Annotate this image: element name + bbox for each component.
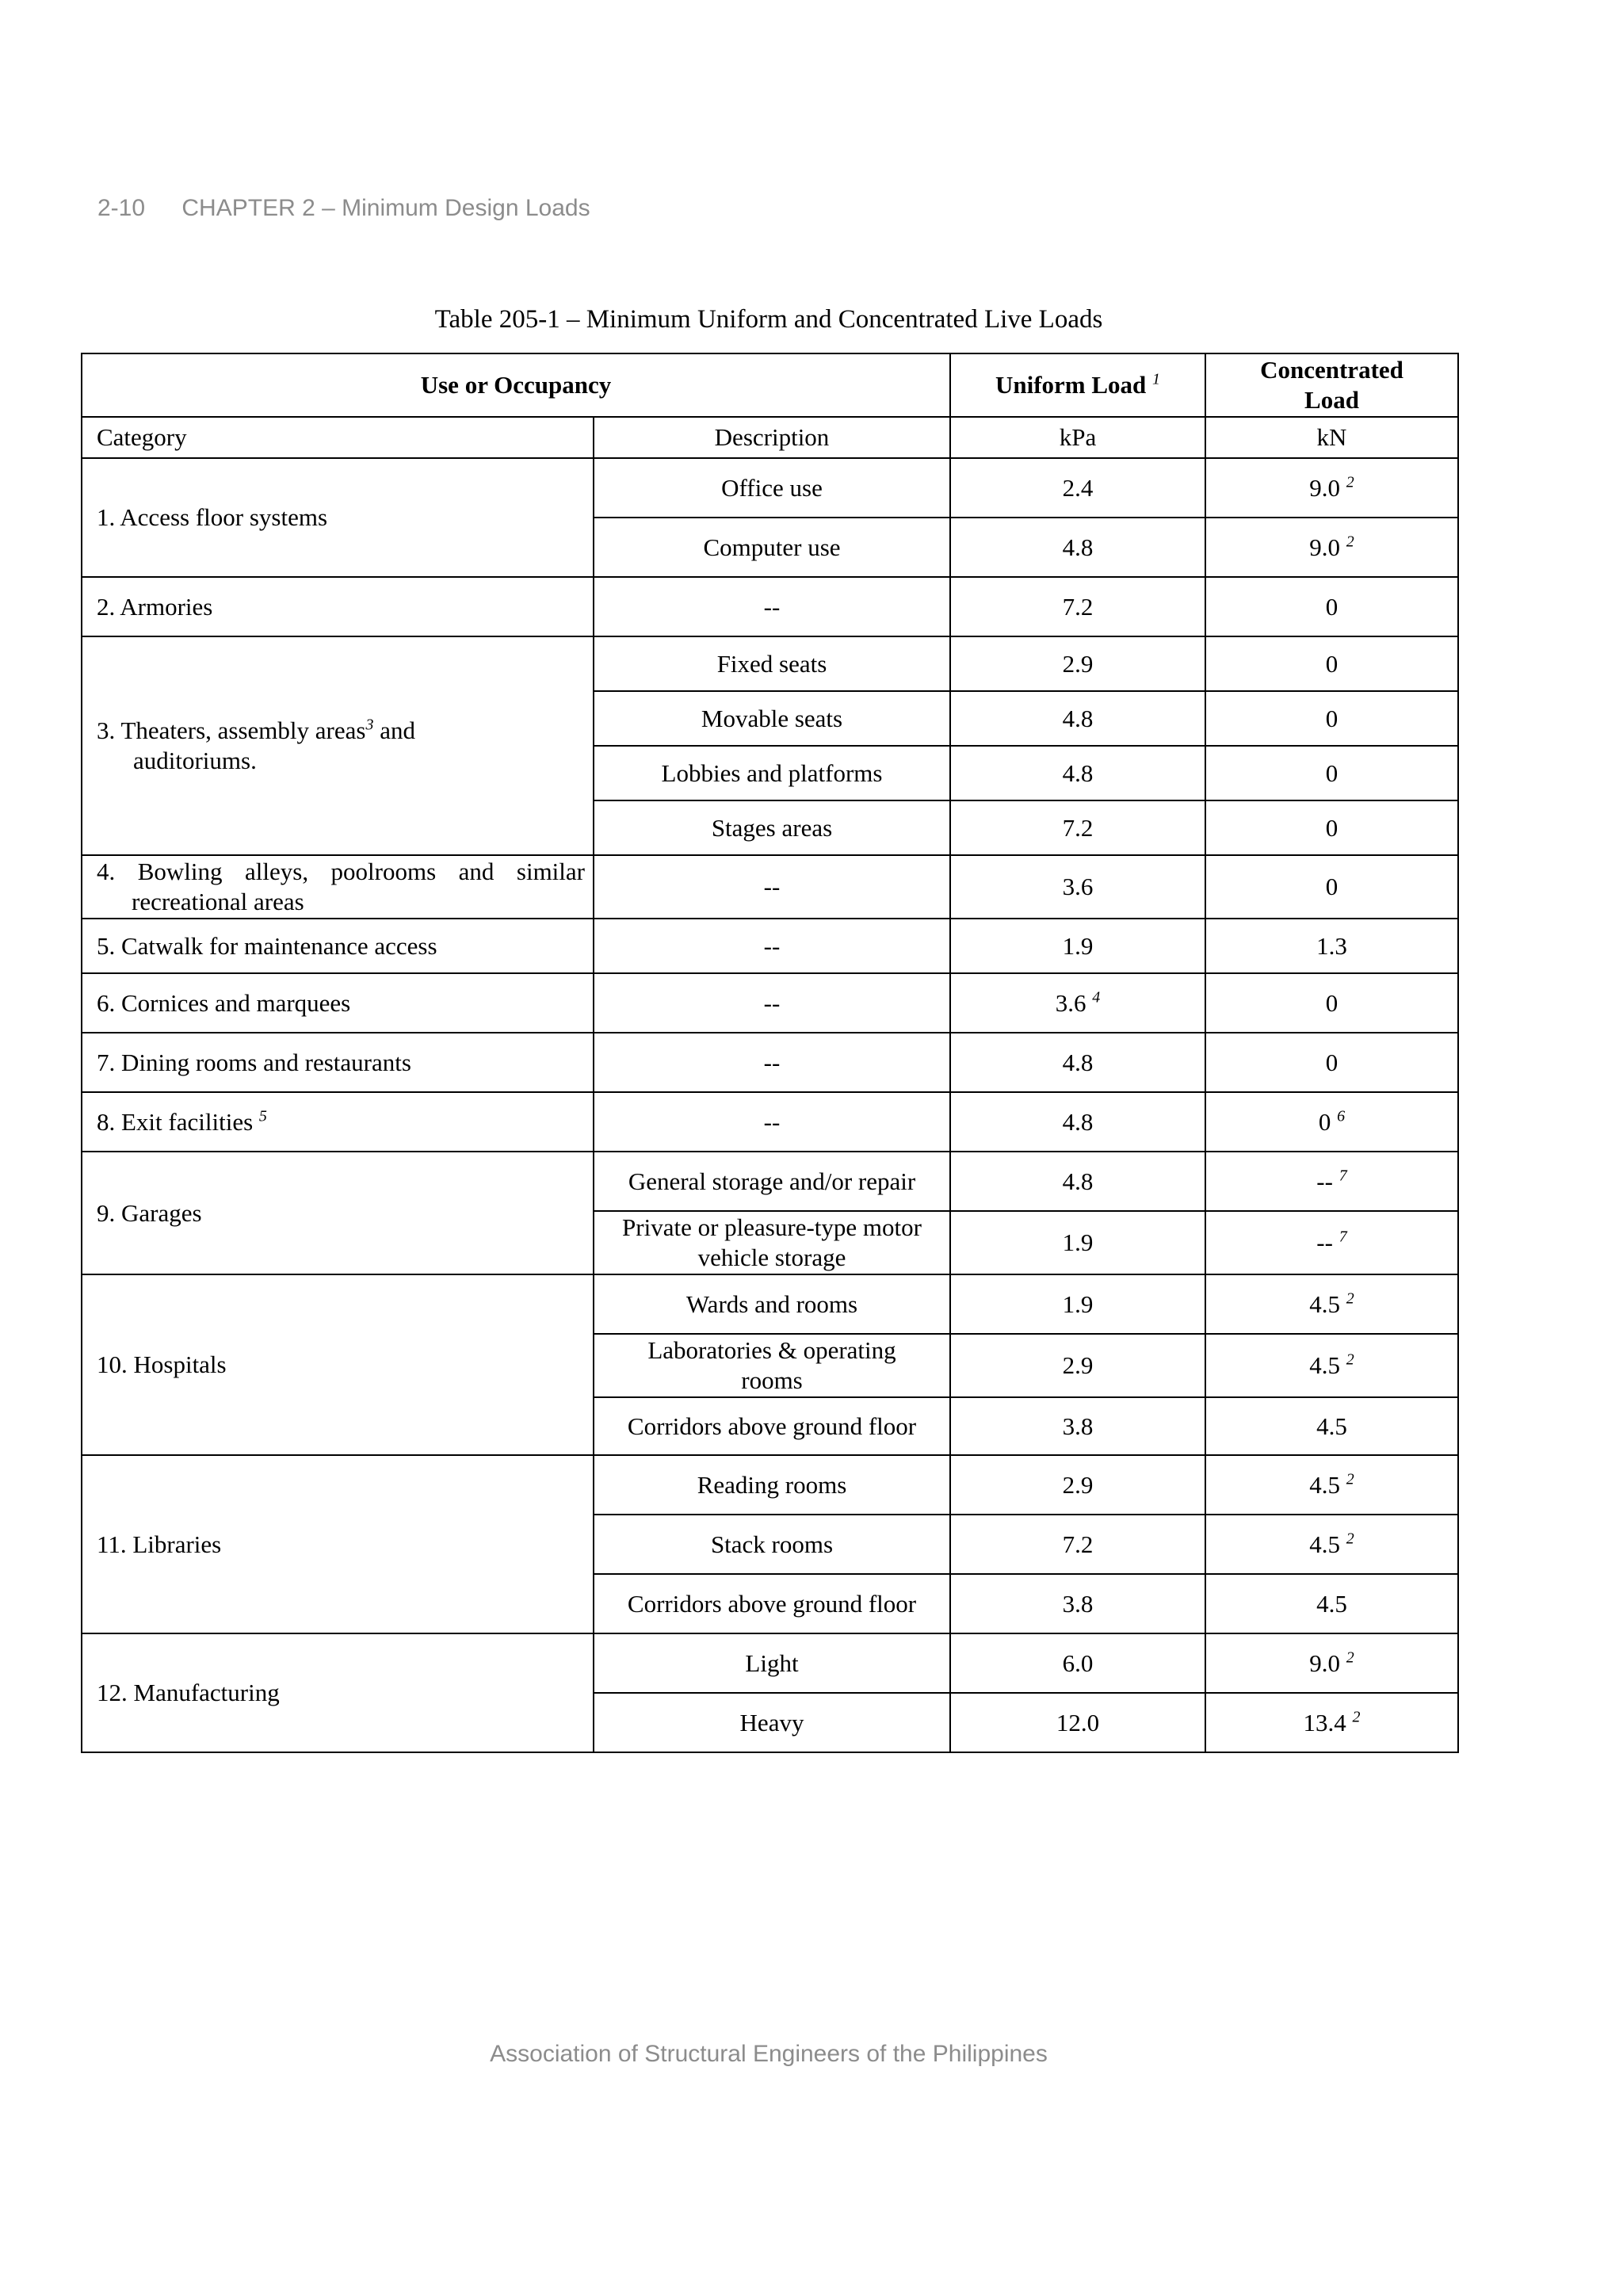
live-loads-table <box>81 353 1459 1753</box>
description-cell: General storage and/or repair <box>594 1152 950 1211</box>
concentrated-load-cell: 0 <box>1205 1033 1458 1092</box>
concentrated-load-cell: 9.0 $^2$ <box>1205 1633 1458 1693</box>
header-concentrated-line2: Load <box>1304 386 1359 414</box>
description-cell: Laboratories & operating rooms <box>594 1334 950 1397</box>
page-number: 2-10 <box>97 195 146 221</box>
description-cell: -- <box>594 973 950 1033</box>
subheader-uniform-unit: kPa <box>950 417 1205 458</box>
description-cell: Movable seats <box>594 691 950 746</box>
table-row <box>82 973 1458 1033</box>
footnote-marker: 2 <box>1346 1470 1354 1488</box>
header-uniform-load <box>950 353 1205 417</box>
table-row <box>82 855 1458 919</box>
table-subheader-row <box>82 417 1458 458</box>
uniform-load-cell: 7.2 <box>950 577 1205 636</box>
footnote-marker: 4 <box>1092 988 1101 1007</box>
table-row <box>82 577 1458 636</box>
uniform-load-cell: 12.0 <box>950 1693 1205 1752</box>
table-row <box>82 1633 1458 1693</box>
footnote-marker: 3 <box>365 716 374 734</box>
footnote-marker: 2 <box>1346 1350 1354 1369</box>
uniform-load-cell: 6.0 <box>950 1633 1205 1693</box>
chapter-title: CHAPTER 2 – Minimum Design Loads <box>181 195 590 221</box>
concentrated-load-cell: 4.5 <box>1205 1574 1458 1633</box>
category-cell: 1. Access floor systems <box>82 458 594 577</box>
uniform-load-cell: 4.8 <box>950 746 1205 800</box>
description-cell: Light <box>594 1633 950 1693</box>
category-cell: 6. Cornices and marquees <box>82 973 594 1033</box>
description-cell: -- <box>594 1033 950 1092</box>
concentrated-load-cell: 13.4 $^2$ <box>1205 1693 1458 1752</box>
concentrated-load-cell: -- $^7$ <box>1205 1152 1458 1211</box>
uniform-load-cell: 2.9 <box>950 636 1205 691</box>
subheader-description: Description <box>594 417 950 458</box>
description-cell: Stages areas <box>594 800 950 855</box>
footnote-marker: 5 <box>258 1107 267 1125</box>
table-row <box>82 458 1458 518</box>
uniform-load-cell: 7.2 <box>950 800 1205 855</box>
uniform-load-cell: 4.8 <box>950 1092 1205 1152</box>
description-cell: Stack rooms <box>594 1515 950 1574</box>
description-cell: Heavy <box>594 1693 950 1752</box>
category-cell: 10. Hospitals <box>82 1274 594 1455</box>
uniform-load-cell: 4.8 <box>950 1152 1205 1211</box>
uniform-load-cell: 4.8 <box>950 691 1205 746</box>
uniform-load-cell: 7.2 <box>950 1515 1205 1574</box>
subheader-concentrated-unit: kN <box>1205 417 1458 458</box>
table-row <box>82 1152 1458 1211</box>
description-cell: -- <box>594 855 950 919</box>
concentrated-load-cell: 0 <box>1205 691 1458 746</box>
running-header <box>97 195 590 222</box>
description-cell: Fixed seats <box>594 636 950 691</box>
description-cell: -- <box>594 919 950 973</box>
footnote-marker: 2 <box>1346 1648 1354 1667</box>
footnote-marker: 2 <box>1352 1708 1361 1726</box>
header-use-or-occupancy: Use or Occupancy <box>82 353 950 417</box>
table-caption: Table 205-1 – Minimum Uniform and Concentrated Live Loads <box>434 305 1103 334</box>
subheader-category: Category <box>82 417 594 458</box>
concentrated-load-cell: 4.5 <box>1205 1397 1458 1455</box>
concentrated-load-cell: 9.0 $^2$ <box>1205 458 1458 518</box>
category-cell: 12. Manufacturing <box>82 1633 594 1752</box>
description-cell: Lobbies and platforms <box>594 746 950 800</box>
concentrated-load-cell: 4.5 $^2$ <box>1205 1515 1458 1574</box>
footnote-marker: 2 <box>1346 473 1354 491</box>
uniform-load-cell: 2.9 <box>950 1334 1205 1397</box>
table-row <box>82 1092 1458 1152</box>
footnote-marker: 2 <box>1346 533 1354 551</box>
uniform-load-cell: 1.9 <box>950 1274 1205 1334</box>
uniform-load-cell: 3.6 $^4$ <box>950 973 1205 1033</box>
table-row <box>82 1033 1458 1092</box>
category-cell: 8. Exit facilities $^5$ <box>82 1092 594 1152</box>
category-cell: 2. Armories <box>82 577 594 636</box>
header-uniform-load-label: Uniform Load <box>995 371 1147 399</box>
table-row <box>82 919 1458 973</box>
table-row <box>82 1455 1458 1515</box>
concentrated-load-cell: 1.3 <box>1205 919 1458 973</box>
uniform-load-cell: 3.8 <box>950 1574 1205 1633</box>
concentrated-load-cell: 0 <box>1205 577 1458 636</box>
description-cell: Computer use <box>594 518 950 577</box>
category-cell: 7. Dining rooms and restaurants <box>82 1033 594 1092</box>
uniform-load-cell: 4.8 <box>950 1033 1205 1092</box>
concentrated-load-cell: 0 $^6$ <box>1205 1092 1458 1152</box>
category-cell: 4. Bowling alleys, poolrooms and similar recreational areas <box>82 855 594 919</box>
footnote-marker: 2 <box>1346 1289 1354 1308</box>
concentrated-load-cell: -- $^7$ <box>1205 1211 1458 1274</box>
concentrated-load-cell: 0 <box>1205 800 1458 855</box>
description-cell: -- <box>594 577 950 636</box>
table-row <box>82 1274 1458 1334</box>
description-cell: -- <box>594 1092 950 1152</box>
description-cell: Private or pleasure-type motor vehicle storage <box>594 1211 950 1274</box>
footnote-marker: 7 <box>1338 1167 1347 1185</box>
table-header-row <box>82 353 1458 417</box>
concentrated-load-cell: 4.5 $^2$ <box>1205 1455 1458 1515</box>
concentrated-load-cell: 0 <box>1205 973 1458 1033</box>
concentrated-load-cell: 0 <box>1205 746 1458 800</box>
category-cell: 11. Libraries <box>82 1455 594 1633</box>
uniform-load-cell: 1.9 <box>950 919 1205 973</box>
footnote-marker: 2 <box>1346 1530 1354 1548</box>
uniform-load-cell: 2.4 <box>950 458 1205 518</box>
header-concentrated-load <box>1205 353 1458 417</box>
header-concentrated-line1: Concentrated <box>1260 356 1403 384</box>
concentrated-load-cell: 4.5 $^2$ <box>1205 1274 1458 1334</box>
concentrated-load-cell: 9.0 $^2$ <box>1205 518 1458 577</box>
uniform-load-cell: 2.9 <box>950 1455 1205 1515</box>
description-cell: Office use <box>594 458 950 518</box>
concentrated-load-cell: 0 <box>1205 636 1458 691</box>
footnote-marker: 6 <box>1337 1107 1346 1125</box>
concentrated-load-cell: 0 <box>1205 855 1458 919</box>
description-cell: Reading rooms <box>594 1455 950 1515</box>
concentrated-load-cell: 4.5 $^2$ <box>1205 1334 1458 1397</box>
table-row <box>82 636 1458 691</box>
uniform-load-cell: 3.8 <box>950 1397 1205 1455</box>
uniform-load-cell: 1.9 <box>950 1211 1205 1274</box>
description-cell: Corridors above ground floor <box>594 1574 950 1633</box>
running-footer: Association of Structural Engineers of the Philippines <box>490 2041 1048 2067</box>
footnote-marker: 1 <box>1152 370 1161 388</box>
footnote-marker: 7 <box>1338 1228 1347 1246</box>
category-cell: 3. Theaters, assembly areas$^3$ and auditoriums. <box>82 636 594 855</box>
description-cell: Corridors above ground floor <box>594 1397 950 1455</box>
category-cell: 9. Garages <box>82 1152 594 1274</box>
description-cell: Wards and rooms <box>594 1274 950 1334</box>
uniform-load-cell: 4.8 <box>950 518 1205 577</box>
uniform-load-cell: 3.6 <box>950 855 1205 919</box>
category-cell: 5. Catwalk for maintenance access <box>82 919 594 973</box>
